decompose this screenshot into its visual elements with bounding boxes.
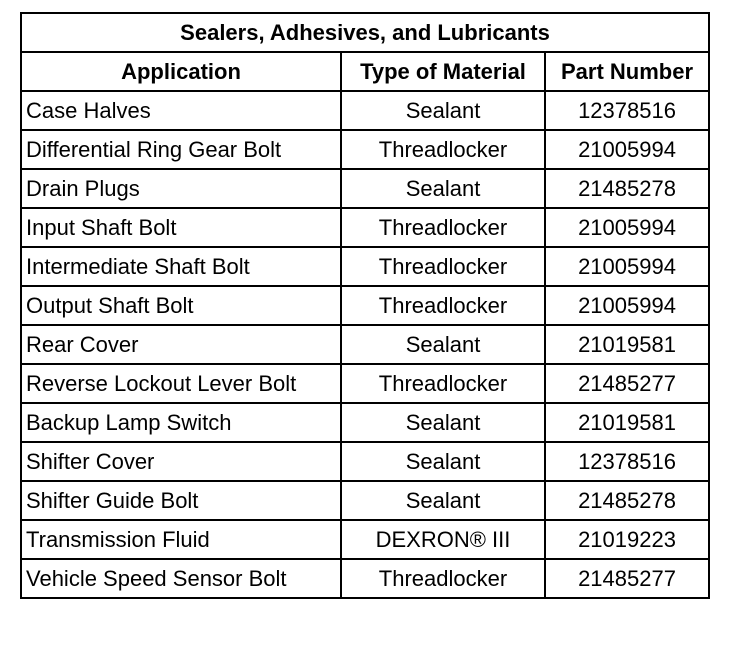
table-row bbox=[21, 208, 709, 247]
material-cell: Sealant bbox=[341, 481, 545, 520]
material-cell: Sealant bbox=[341, 169, 545, 208]
material-cell: Sealant bbox=[341, 403, 545, 442]
header-row bbox=[21, 52, 709, 91]
sealers-table bbox=[20, 12, 710, 599]
part-number-cell: 21005994 bbox=[545, 130, 709, 169]
application-cell: Rear Cover bbox=[21, 325, 341, 364]
table-row bbox=[21, 481, 709, 520]
table-row bbox=[21, 520, 709, 559]
part-number-cell: 21005994 bbox=[545, 247, 709, 286]
material-cell: DEXRON® III bbox=[341, 520, 545, 559]
table-row bbox=[21, 286, 709, 325]
application-cell: Drain Plugs bbox=[21, 169, 341, 208]
application-cell: Backup Lamp Switch bbox=[21, 403, 341, 442]
header-type-of-material: Type of Material bbox=[341, 52, 545, 91]
application-cell: Shifter Cover bbox=[21, 442, 341, 481]
application-cell: Output Shaft Bolt bbox=[21, 286, 341, 325]
part-number-cell: 21485277 bbox=[545, 364, 709, 403]
part-number-cell: 12378516 bbox=[545, 442, 709, 481]
application-cell: Vehicle Speed Sensor Bolt bbox=[21, 559, 341, 598]
table-row bbox=[21, 130, 709, 169]
part-number-cell: 21485278 bbox=[545, 481, 709, 520]
material-cell: Threadlocker bbox=[341, 247, 545, 286]
application-cell: Reverse Lockout Lever Bolt bbox=[21, 364, 341, 403]
table-row bbox=[21, 364, 709, 403]
material-cell: Threadlocker bbox=[341, 286, 545, 325]
table-row bbox=[21, 325, 709, 364]
header-application: Application bbox=[21, 52, 341, 91]
application-cell: Transmission Fluid bbox=[21, 520, 341, 559]
application-cell: Differential Ring Gear Bolt bbox=[21, 130, 341, 169]
header-part-number: Part Number bbox=[545, 52, 709, 91]
part-number-cell: 12378516 bbox=[545, 91, 709, 130]
material-cell: Threadlocker bbox=[341, 208, 545, 247]
part-number-cell: 21019223 bbox=[545, 520, 709, 559]
application-cell: Input Shaft Bolt bbox=[21, 208, 341, 247]
material-cell: Sealant bbox=[341, 325, 545, 364]
part-number-cell: 21005994 bbox=[545, 286, 709, 325]
material-cell: Sealant bbox=[341, 442, 545, 481]
part-number-cell: 21485278 bbox=[545, 169, 709, 208]
title-row bbox=[21, 13, 709, 52]
table-row bbox=[21, 403, 709, 442]
table-title: Sealers, Adhesives, and Lubricants bbox=[21, 13, 709, 52]
part-number-cell: 21019581 bbox=[545, 403, 709, 442]
application-cell: Case Halves bbox=[21, 91, 341, 130]
material-cell: Threadlocker bbox=[341, 364, 545, 403]
part-number-cell: 21485277 bbox=[545, 559, 709, 598]
part-number-cell: 21005994 bbox=[545, 208, 709, 247]
application-cell: Shifter Guide Bolt bbox=[21, 481, 341, 520]
material-cell: Sealant bbox=[341, 91, 545, 130]
material-cell: Threadlocker bbox=[341, 130, 545, 169]
part-number-cell: 21019581 bbox=[545, 325, 709, 364]
table-row bbox=[21, 169, 709, 208]
table-row bbox=[21, 247, 709, 286]
table-row bbox=[21, 559, 709, 598]
material-cell: Threadlocker bbox=[341, 559, 545, 598]
application-cell: Intermediate Shaft Bolt bbox=[21, 247, 341, 286]
table-row bbox=[21, 91, 709, 130]
table-row bbox=[21, 442, 709, 481]
